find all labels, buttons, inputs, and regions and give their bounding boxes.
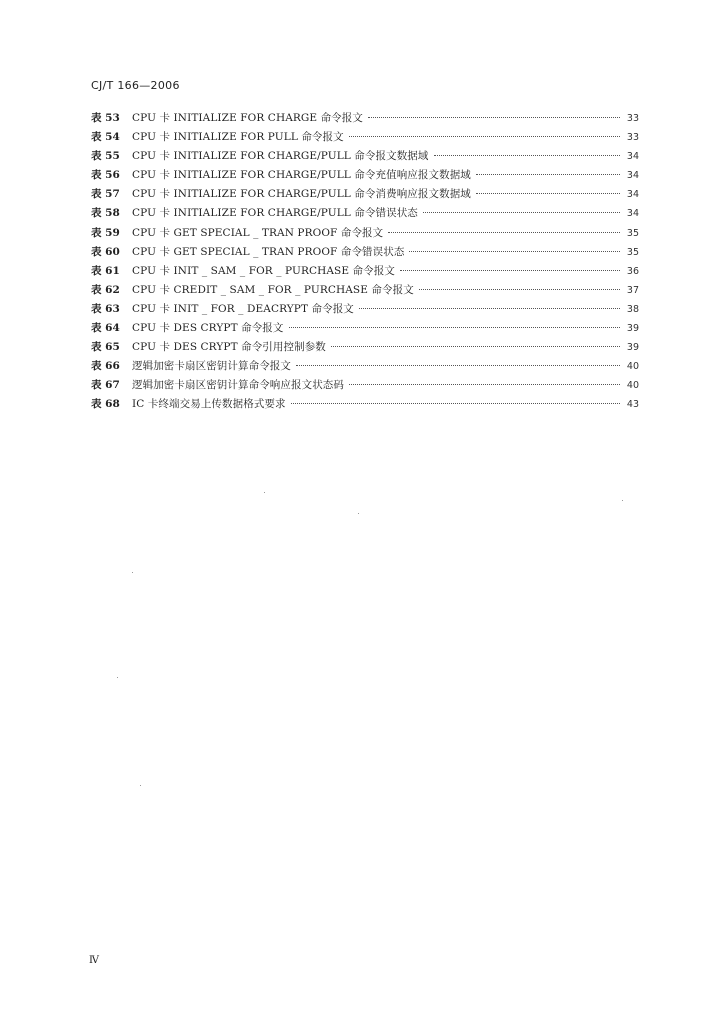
- dot-leader: [419, 289, 620, 290]
- toc-entry-page: 35: [626, 227, 639, 239]
- toc-entry: [91, 128, 639, 147]
- dot-leader: [359, 308, 620, 309]
- toc-entry-page: 40: [626, 361, 639, 373]
- dot-leader: [349, 136, 620, 137]
- dot-leader: [476, 174, 620, 175]
- toc-entry-page: 37: [626, 284, 639, 296]
- toc-entry-label: 表 59: [91, 226, 120, 239]
- toc-entry-title: CPU 卡 DES CRYPT 命令报文: [132, 322, 284, 335]
- toc-entry-title: IC 卡终端交易上传数据格式要求: [132, 398, 286, 411]
- toc-entry-label: 表 64: [91, 322, 120, 335]
- toc-entry-page: 34: [626, 189, 639, 201]
- toc-entry-label: 表 61: [91, 264, 120, 277]
- toc-entry-label: 表 65: [91, 341, 120, 354]
- dot-leader: [368, 117, 620, 118]
- toc-entry-title: CPU 卡 INIT _ SAM _ FOR _ PURCHASE 命令报文: [132, 264, 395, 277]
- scan-speck: [132, 572, 133, 573]
- toc-entry-page: 39: [626, 323, 639, 335]
- toc-entry-page: 35: [626, 246, 639, 258]
- toc-entry-label: 表 55: [91, 150, 120, 163]
- dot-leader: [434, 155, 621, 156]
- toc-entry-label: 表 60: [91, 245, 120, 258]
- toc-entry-title: CPU 卡 INITIALIZE FOR CHARGE 命令报文: [132, 112, 363, 124]
- toc-entry-title: CPU 卡 INITIALIZE FOR PULL 命令报文: [132, 131, 344, 144]
- dot-leader: [296, 365, 620, 366]
- toc-entry-title: CPU 卡 GET SPECIAL _ TRAN PROOF 命令错误状态: [132, 245, 405, 258]
- toc-entry-page: 36: [626, 265, 639, 277]
- scan-speck: [622, 500, 623, 501]
- toc-entry: [91, 204, 639, 223]
- toc-entry: [91, 243, 639, 262]
- page-number: Ⅳ: [89, 955, 99, 966]
- toc-entry-title: 逻辑加密卡扇区密钥计算命令报文: [132, 360, 291, 373]
- toc-entry-label: 表 56: [91, 169, 120, 182]
- toc-entry-page: 34: [626, 208, 639, 220]
- dot-leader: [476, 193, 620, 194]
- toc-entry-title: CPU 卡 INITIALIZE FOR CHARGE/PULL 命令报文数据域: [132, 150, 429, 163]
- toc-entry: [91, 224, 639, 243]
- dot-leader: [388, 232, 620, 233]
- toc-entry-title: CPU 卡 INITIALIZE FOR CHARGE/PULL 命令错误状态: [132, 207, 418, 220]
- dot-leader: [400, 270, 620, 271]
- toc-entry: [91, 185, 639, 204]
- toc-entry-page: 33: [626, 113, 639, 124]
- toc-entry-label: 表 62: [91, 283, 120, 296]
- dot-leader: [409, 251, 620, 252]
- toc-entry-title: CPU 卡 GET SPECIAL _ TRAN PROOF 命令报文: [132, 226, 384, 239]
- toc-entry-page: 33: [626, 132, 639, 144]
- toc-entry-page: 34: [626, 151, 639, 163]
- standard-code: CJ/T 166—2006: [91, 79, 180, 92]
- scan-speck: [264, 492, 265, 493]
- toc-entry-page: 39: [626, 342, 639, 354]
- toc-entry: [91, 376, 639, 395]
- dot-leader: [331, 346, 620, 347]
- dot-leader: [423, 212, 620, 213]
- toc-entry: [91, 395, 639, 414]
- dot-leader: [289, 327, 620, 328]
- toc-entry-title: CPU 卡 INITIALIZE FOR CHARGE/PULL 命令充值响应报文数据域: [132, 169, 471, 182]
- toc-entry-label: 表 63: [91, 302, 120, 315]
- toc-entry-title: CPU 卡 DES CRYPT 命令引用控制参数: [132, 341, 326, 354]
- toc-entry-page: 34: [626, 170, 639, 182]
- scan-speck: [117, 677, 118, 678]
- toc-entry: [91, 319, 639, 338]
- toc-entry: [91, 300, 639, 319]
- toc-entry: [91, 109, 639, 128]
- toc-entry-label: 表 66: [91, 360, 120, 373]
- scan-speck: [358, 513, 359, 514]
- toc-entry-page: 43: [626, 399, 639, 411]
- toc-entry: [91, 147, 639, 166]
- toc-entry-label: 表 67: [91, 379, 120, 392]
- toc-entry: [91, 281, 639, 300]
- toc-entry-title: CPU 卡 CREDIT _ SAM _ FOR _ PURCHASE 命令报文: [132, 283, 414, 296]
- toc-entry: [91, 262, 639, 281]
- toc-entry-page: 38: [626, 303, 639, 315]
- toc-entry: [91, 357, 639, 376]
- toc-entry-label: 表 68: [91, 398, 120, 411]
- table-of-contents: [91, 109, 639, 415]
- dot-leader: [349, 384, 620, 385]
- toc-entry-title: CPU 卡 INITIALIZE FOR CHARGE/PULL 命令消费响应报文数据域: [132, 188, 471, 201]
- toc-entry: [91, 338, 639, 357]
- toc-entry-label: 表 53: [91, 112, 120, 124]
- toc-entry-label: 表 58: [91, 207, 120, 220]
- scan-speck: [140, 785, 141, 786]
- toc-entry-label: 表 57: [91, 188, 120, 201]
- toc-entry-page: 40: [626, 380, 639, 392]
- toc-entry-title: CPU 卡 INIT _ FOR _ DEACRYPT 命令报文: [132, 302, 354, 315]
- dot-leader: [291, 403, 620, 404]
- toc-entry-label: 表 54: [91, 131, 120, 144]
- toc-entry-title: 逻辑加密卡扇区密钥计算命令响应报文状态码: [132, 379, 344, 392]
- toc-entry: [91, 166, 639, 185]
